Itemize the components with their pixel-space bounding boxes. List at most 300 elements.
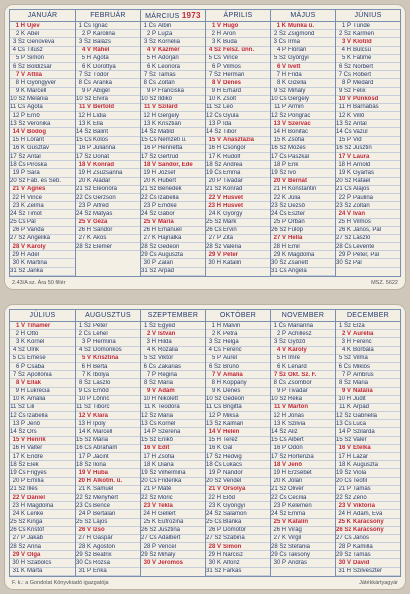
day-number: 1 Sz bbox=[143, 322, 156, 329]
day-number: 23 Cs bbox=[76, 502, 92, 509]
day-row bbox=[141, 404, 205, 412]
day-number: 2 P bbox=[276, 330, 286, 337]
day-row bbox=[206, 412, 270, 420]
name-day: Kamilla bbox=[353, 543, 373, 550]
day-row bbox=[141, 186, 205, 194]
day-row bbox=[10, 79, 75, 87]
name-day: Barnabás bbox=[353, 104, 379, 111]
name-day: Felsz. ünn. bbox=[223, 47, 255, 54]
day-number: 10 K bbox=[208, 96, 221, 103]
day-number: 3 H bbox=[146, 338, 156, 345]
day-row bbox=[271, 210, 335, 218]
day-row bbox=[76, 112, 140, 120]
day-number: 10 V bbox=[338, 96, 351, 103]
day-row bbox=[336, 219, 400, 227]
day-row bbox=[271, 186, 335, 194]
day-row bbox=[336, 379, 400, 387]
day-row bbox=[76, 445, 140, 453]
day-number: 18 H bbox=[338, 161, 351, 168]
day-number: 29 H bbox=[12, 251, 25, 258]
name-day: Elek bbox=[27, 461, 39, 468]
day-row bbox=[206, 445, 270, 453]
day-row bbox=[206, 128, 270, 136]
name-day: Virág bbox=[288, 527, 302, 534]
name-day: Frigyes bbox=[27, 469, 47, 476]
day-row-sunday-holiday bbox=[271, 63, 335, 71]
name-day: Brúnó bbox=[223, 363, 240, 370]
day-row bbox=[76, 363, 140, 371]
month-name: AUGUSZTUS bbox=[85, 312, 131, 319]
day-row bbox=[141, 478, 205, 486]
day-number: 18 P bbox=[273, 161, 286, 168]
name-day: Ödön bbox=[288, 445, 303, 452]
name-day: Konrád bbox=[223, 186, 243, 193]
day-number: 23 P bbox=[273, 502, 286, 509]
card-footer bbox=[12, 278, 398, 288]
name-day: Ábrahám bbox=[93, 445, 118, 452]
day-row bbox=[206, 322, 270, 330]
day-list bbox=[271, 22, 335, 276]
day-row-sunday-holiday bbox=[10, 243, 75, 251]
day-number: 13 Cs bbox=[336, 420, 352, 427]
name-day: Péter bbox=[93, 322, 108, 329]
day-number: 28 P bbox=[338, 543, 351, 550]
day-number: 4 V bbox=[276, 347, 286, 354]
day-row bbox=[206, 178, 270, 186]
name-day: Mihály bbox=[288, 88, 306, 95]
day-number: 29 Sz bbox=[76, 551, 92, 558]
day-row bbox=[76, 404, 140, 412]
day-number: 11 K bbox=[144, 404, 156, 411]
day-row bbox=[336, 363, 400, 371]
day-number: 19 V bbox=[78, 469, 91, 476]
day-number: 18 K bbox=[143, 461, 156, 468]
name-day: Gábor bbox=[158, 210, 175, 217]
name-day: Aliz bbox=[288, 429, 298, 436]
day-row bbox=[76, 551, 140, 559]
name-day: Titusz bbox=[27, 47, 43, 54]
day-number: 18 V bbox=[143, 161, 156, 168]
day-row bbox=[336, 486, 400, 494]
day-row-sunday-holiday bbox=[206, 202, 270, 210]
day-number: 9 K bbox=[211, 388, 221, 395]
name-day: Leó bbox=[223, 104, 234, 111]
day-row bbox=[271, 478, 335, 486]
day-number: 22 Sz bbox=[76, 494, 92, 501]
day-number: 1 K bbox=[276, 22, 286, 29]
name-day: Konstantin bbox=[288, 186, 317, 193]
month-name: MÁRCIUS bbox=[145, 13, 180, 20]
day-row bbox=[141, 112, 205, 120]
day-number: 1 P bbox=[341, 22, 351, 29]
day-number: 10 P bbox=[78, 396, 91, 403]
day-number: 20 Sz bbox=[206, 478, 222, 485]
name-day: Janka bbox=[27, 268, 44, 275]
day-number: 17 P bbox=[78, 453, 91, 460]
day-row bbox=[141, 30, 205, 38]
name-day: Viola bbox=[353, 469, 367, 476]
empty-day-row bbox=[336, 268, 400, 276]
day-number: 23 P bbox=[78, 202, 91, 209]
name-day: Jónás bbox=[288, 412, 305, 419]
day-number: 20 K bbox=[78, 178, 91, 185]
day-list bbox=[10, 322, 75, 576]
day-row bbox=[141, 71, 205, 79]
month-header bbox=[141, 10, 205, 22]
day-row bbox=[271, 268, 335, 276]
name-day: Mihály bbox=[158, 551, 176, 558]
day-row bbox=[76, 322, 140, 330]
day-row-sunday-holiday bbox=[336, 527, 400, 535]
day-row bbox=[10, 527, 75, 535]
day-number: 3 Sz bbox=[143, 38, 156, 45]
day-row bbox=[206, 404, 270, 412]
day-row bbox=[10, 227, 75, 235]
name-day: Vanda bbox=[27, 227, 44, 234]
day-number: 26 Cs bbox=[206, 227, 222, 234]
name-day: Judit bbox=[353, 396, 366, 403]
day-row bbox=[336, 412, 400, 420]
day-number: 5 H bbox=[146, 55, 156, 62]
day-number: 19 H bbox=[78, 169, 91, 176]
day-row bbox=[336, 322, 400, 330]
day-row bbox=[141, 551, 205, 559]
day-row bbox=[76, 202, 140, 210]
day-row bbox=[336, 420, 400, 428]
day-row bbox=[271, 469, 335, 477]
day-row bbox=[76, 88, 140, 96]
month-column bbox=[140, 310, 205, 576]
name-day: Flórián bbox=[288, 47, 307, 54]
day-list bbox=[141, 22, 205, 276]
day-row-sunday-holiday bbox=[76, 478, 140, 486]
name-day: Krisztina bbox=[93, 355, 119, 362]
day-number: 3 H bbox=[341, 338, 351, 345]
day-number: 30 P bbox=[273, 560, 286, 567]
name-day: Teodóra bbox=[158, 404, 180, 411]
day-row bbox=[271, 243, 335, 251]
month-header bbox=[10, 10, 75, 22]
name-day: Tamás bbox=[158, 71, 176, 78]
day-row bbox=[10, 30, 75, 38]
day-row-sunday-holiday bbox=[336, 38, 400, 46]
day-row bbox=[271, 71, 335, 79]
day-number: 4 Sz bbox=[208, 47, 221, 54]
day-row bbox=[271, 527, 335, 535]
name-day: Izabella bbox=[158, 194, 179, 201]
day-number: 21 V bbox=[208, 486, 221, 493]
day-number: 22 V bbox=[12, 494, 25, 501]
name-day: Valter bbox=[27, 445, 43, 452]
day-number: 2 H bbox=[15, 330, 25, 337]
month-header bbox=[336, 310, 400, 322]
day-row-sunday-holiday bbox=[206, 137, 270, 145]
day-row bbox=[336, 88, 400, 96]
day-number: 17 Cs bbox=[271, 153, 287, 160]
day-row bbox=[271, 379, 335, 387]
day-number: 1 V bbox=[15, 322, 25, 329]
month-name: ÁPRILIS bbox=[223, 12, 253, 19]
name-day: Szabina bbox=[223, 535, 245, 542]
manufacturer-note: Játékkártyagyár bbox=[359, 580, 398, 586]
name-day: Bertalan bbox=[93, 510, 116, 517]
day-row bbox=[336, 112, 400, 120]
day-row bbox=[336, 437, 400, 445]
day-number: 21 Cs bbox=[336, 186, 352, 193]
name-day: Gabriella bbox=[353, 412, 378, 419]
day-row bbox=[141, 79, 205, 87]
month-column bbox=[140, 10, 205, 276]
name-day: Piroska bbox=[27, 161, 48, 168]
day-row bbox=[141, 38, 205, 46]
day-row bbox=[336, 120, 400, 128]
day-row-sunday-holiday bbox=[141, 330, 205, 338]
name-day: Gál bbox=[223, 445, 233, 452]
day-row bbox=[271, 55, 335, 63]
name-day: László bbox=[93, 379, 111, 386]
name-day: Ferenc bbox=[353, 338, 372, 345]
day-number: 13 K bbox=[78, 120, 91, 127]
day-number: 10 Sz bbox=[206, 396, 222, 403]
day-number: 15 Sz bbox=[76, 437, 92, 444]
name-day: Ádám, Éva bbox=[353, 510, 383, 517]
day-number: 22 Cs bbox=[141, 194, 157, 201]
name-day: Örs bbox=[27, 429, 37, 436]
name-day: Izabella bbox=[27, 412, 48, 419]
day-number: 3 K bbox=[211, 38, 221, 45]
day-row bbox=[76, 519, 140, 527]
day-number: 7 Sz bbox=[273, 371, 286, 378]
day-number: 2 V bbox=[341, 330, 351, 337]
day-row bbox=[76, 210, 140, 218]
day-row bbox=[141, 338, 205, 346]
day-row-sunday-holiday bbox=[10, 551, 75, 559]
name-day: Zakariás bbox=[158, 363, 182, 370]
day-row-sunday-holiday bbox=[271, 461, 335, 469]
day-row bbox=[76, 145, 140, 153]
day-number: 25 K bbox=[143, 519, 156, 526]
day-number: 18 Cs bbox=[10, 161, 26, 168]
day-number: 9 Sz bbox=[338, 88, 351, 95]
day-row bbox=[10, 88, 75, 96]
day-number: 19 Sz bbox=[141, 469, 157, 476]
month-name: NOVEMBER bbox=[281, 312, 325, 319]
day-row bbox=[76, 502, 140, 510]
name-day: Antal bbox=[353, 120, 367, 127]
name-day: Erzsébet bbox=[288, 469, 312, 476]
day-number: 25 H bbox=[338, 219, 351, 226]
day-row bbox=[141, 420, 205, 428]
name-day: Róbert bbox=[353, 71, 372, 78]
day-row bbox=[271, 227, 335, 235]
day-row bbox=[141, 437, 205, 445]
day-number: 16 H bbox=[208, 145, 221, 152]
name-day: Arnold bbox=[353, 161, 371, 168]
name-day: József bbox=[158, 169, 176, 176]
day-number: 27 Sz bbox=[336, 235, 352, 242]
name-day: Sámuel bbox=[93, 486, 114, 493]
day-row bbox=[206, 104, 270, 112]
day-number: 5 Cs bbox=[12, 355, 25, 362]
name-day: Csaba bbox=[27, 363, 45, 370]
name-day: Dömötör bbox=[223, 527, 247, 534]
day-number: 19 P bbox=[208, 469, 221, 476]
name-day: Ilona bbox=[93, 461, 107, 468]
name-day: Frida bbox=[288, 71, 302, 78]
name-day: Zsombor bbox=[288, 379, 312, 386]
name-day: Vince bbox=[27, 194, 42, 201]
day-number: 13 H bbox=[78, 420, 91, 427]
name-day: Jusztin bbox=[353, 145, 372, 152]
name-day: Simon bbox=[223, 543, 242, 550]
day-row bbox=[76, 388, 140, 396]
day-number: 11 H bbox=[338, 104, 351, 111]
day-row bbox=[141, 494, 205, 502]
day-row bbox=[336, 202, 400, 210]
day-row bbox=[271, 412, 335, 420]
month-name: MÁJUS bbox=[290, 12, 316, 19]
day-row bbox=[76, 128, 140, 136]
day-number: 17 Sz bbox=[271, 453, 287, 460]
name-day: Pál bbox=[27, 219, 36, 226]
name-day: Jenő bbox=[27, 420, 41, 427]
name-day: Zsigmond bbox=[288, 30, 315, 37]
name-day: Mária bbox=[93, 437, 109, 444]
name-day: Hubert bbox=[158, 178, 177, 185]
name-day: Katalin bbox=[288, 519, 309, 526]
day-number: 17 H bbox=[143, 453, 156, 460]
day-number: 11 Cs bbox=[10, 104, 26, 111]
day-number: 25 Sz bbox=[76, 519, 92, 526]
day-row bbox=[141, 235, 205, 243]
name-day: Húsvét bbox=[223, 194, 244, 201]
name-day: Ivett bbox=[288, 63, 301, 70]
name-day: Nikolett bbox=[158, 396, 179, 403]
day-row bbox=[76, 38, 140, 46]
name-day: Bernát bbox=[288, 178, 308, 185]
day-number: 21 K bbox=[78, 486, 91, 493]
name-day: Natália bbox=[353, 388, 373, 395]
day-row bbox=[10, 169, 75, 177]
day-row bbox=[141, 96, 205, 104]
name-day: Sándor, Ede bbox=[158, 161, 193, 168]
day-number: 23 V bbox=[143, 502, 156, 509]
day-row bbox=[206, 568, 270, 576]
day-row bbox=[271, 79, 335, 87]
day-number: 20 Cs bbox=[336, 478, 352, 485]
name-day: Lőrinc bbox=[93, 396, 110, 403]
day-number: 3 Sz bbox=[12, 38, 25, 45]
name-day: Tihamér bbox=[27, 322, 51, 329]
name-day: Erhard bbox=[223, 88, 242, 95]
day-row bbox=[10, 404, 75, 412]
day-row bbox=[336, 461, 400, 469]
name-day: Zsanett bbox=[288, 260, 309, 267]
day-row bbox=[10, 461, 75, 469]
name-day: Zsófia bbox=[158, 453, 175, 460]
day-row-sunday-holiday bbox=[206, 428, 270, 436]
day-number: 7 Sz bbox=[143, 71, 156, 78]
day-number: 21 Sz bbox=[206, 186, 222, 193]
day-row bbox=[10, 259, 75, 267]
name-day: Blanka bbox=[223, 519, 242, 526]
day-number: 21 Sz bbox=[141, 186, 157, 193]
day-row bbox=[271, 194, 335, 202]
day-number: 6 Sz bbox=[12, 63, 25, 70]
day-row-sunday-holiday bbox=[76, 219, 140, 227]
day-number: 25 P bbox=[273, 219, 286, 226]
name-day: Miksa bbox=[223, 412, 239, 419]
day-number: 7 K bbox=[81, 371, 91, 378]
day-row bbox=[10, 145, 75, 153]
day-number: 7 H bbox=[276, 71, 286, 78]
name-day: Bódog bbox=[27, 129, 46, 136]
day-row bbox=[336, 535, 400, 543]
day-row bbox=[141, 355, 205, 363]
name-day: Klára bbox=[93, 412, 109, 419]
day-number: 5 Sz bbox=[143, 355, 156, 362]
day-row bbox=[206, 355, 270, 363]
day-number: 16 K bbox=[12, 145, 25, 152]
day-number: 28 Sz bbox=[76, 243, 92, 250]
day-row bbox=[76, 186, 140, 194]
name-day: Melánia bbox=[27, 96, 49, 103]
day-row bbox=[271, 330, 335, 338]
day-number: 9 H bbox=[211, 88, 221, 95]
day-row bbox=[271, 543, 335, 551]
day-number: 27 K bbox=[78, 235, 91, 242]
empty-day-row bbox=[76, 268, 140, 276]
day-number: 2 H bbox=[211, 30, 221, 37]
day-number: 8 P bbox=[341, 79, 351, 86]
day-number: 24 Cs bbox=[271, 210, 287, 217]
day-row bbox=[336, 404, 400, 412]
name-day: Szervác bbox=[288, 120, 311, 127]
day-number: 14 Sz bbox=[141, 129, 157, 136]
day-number: 13 Sz bbox=[206, 420, 222, 427]
day-row-sunday-holiday bbox=[10, 437, 75, 445]
day-number: 17 Sz bbox=[206, 453, 222, 460]
day-row-sunday-holiday bbox=[76, 527, 140, 535]
day-number: 15 Cs bbox=[271, 437, 287, 444]
name-day: Tivadar bbox=[223, 178, 243, 185]
name-day: Előd bbox=[223, 494, 236, 501]
day-row-sunday-holiday bbox=[10, 71, 75, 79]
name-day: Áron bbox=[223, 30, 236, 37]
name-day: Magdolna bbox=[27, 502, 54, 509]
name-day: Rozália bbox=[158, 347, 179, 354]
day-number: 17 Sz bbox=[76, 153, 92, 160]
day-row bbox=[206, 161, 270, 169]
name-day: Ádám bbox=[158, 388, 175, 395]
name-day: Gellért bbox=[158, 510, 176, 517]
day-number: 22 V bbox=[208, 194, 221, 201]
day-number: 25 Sz bbox=[206, 219, 222, 226]
name-day: Villő bbox=[353, 112, 365, 119]
day-number: 17 Sz bbox=[10, 153, 26, 160]
day-number: 8 Sz bbox=[143, 379, 156, 386]
month-header bbox=[271, 10, 335, 22]
day-row bbox=[206, 88, 270, 96]
day-row bbox=[141, 486, 205, 494]
day-number: 3 V bbox=[341, 38, 351, 45]
day-row bbox=[10, 330, 75, 338]
name-day: Mária bbox=[158, 379, 174, 386]
name-day: Ipoly bbox=[93, 420, 106, 427]
name-day: Tamás bbox=[353, 551, 371, 558]
price-note: 2.43/A sz. Ára 50 fillér bbox=[12, 280, 66, 286]
name-day: Henrietta bbox=[158, 145, 183, 152]
